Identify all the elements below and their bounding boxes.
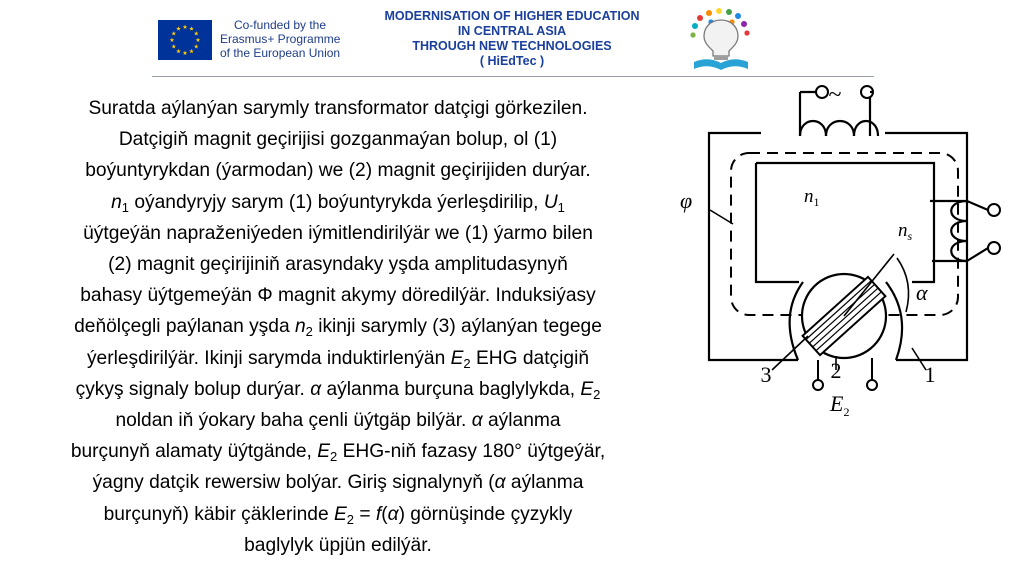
text-segment: 2 [346,511,355,527]
yoke-inner-left [756,163,799,282]
text-segment: 2 [305,324,313,340]
hiedtec-bulb [704,20,738,56]
text-segment: α [387,503,399,525]
yoke-outer-top-right [885,133,967,360]
e2-terminal-left [813,380,823,390]
text-line [14,499,662,530]
text-line [14,218,662,249]
hiedtec-logo-icon [686,8,756,72]
ns-terminal-top [988,204,1000,216]
project-title-line1: MODERNISATION OF HIGHER EDUCATION [384,9,640,23]
erasmus-logo [158,18,341,64]
slide-header [0,0,1024,82]
text-segment: burçunyň) käbir çäklerinde [103,503,334,525]
erasmus-caption-line3: of the European Union [220,46,341,60]
leader-3 [772,336,808,370]
text-segment: deňölçegli paýlanan yşda [74,316,295,338]
text-segment: E [580,378,594,400]
project-title-line2: IN CENTRAL ASIA [457,24,567,38]
erasmus-caption [220,18,340,60]
eu-flag-icon [158,20,212,60]
text-segment: 2 [463,355,471,371]
label-1: 1 [924,362,936,387]
project-title [352,9,672,69]
text-segment: E [450,347,464,369]
erasmus-caption-line2: Erasmus+ Programme [220,32,341,46]
text-segment: α [471,410,483,432]
label-tilde: ~ [828,82,842,108]
text-segment: U [543,191,558,213]
label-alpha: α [916,280,928,305]
text-segment: noldan iň ýokary baha çenli üýtgäp bilýär. [115,410,472,432]
text-segment: α [310,378,322,400]
text-segment: f [375,503,382,525]
ns-terminal-bottom [988,242,1000,254]
text-segment: boýuntyrykdan (ýarmodan) we (2) magnit geçirijiden durýar. [85,160,591,182]
text-segment: 1 [121,199,129,215]
text-line [14,311,662,342]
text-segment: ( [381,503,388,525]
text-segment: (2) magnit geçirijiniň arasyndaky yşda amplitudasynyň [108,254,568,276]
text-line [14,467,662,498]
project-title-line3: THROUGH NEW TECHNOLOGIES [412,39,612,53]
pole-left [790,282,803,360]
e2-terminal-right [867,380,877,390]
text-line [14,155,662,186]
transformer-sensor-description [14,93,662,561]
text-line [14,343,662,374]
text-segment: ýerleşdirilýär. Ikinji sarymda induktirlenýän [86,347,451,369]
text-segment: EHG datçigiň [470,347,590,369]
text-segment: n [294,316,306,338]
label-ns: $n_s$ [898,220,913,243]
rotating-transformer-sensor-diagram [668,78,1024,440]
text-segment: aýlanma [482,410,561,432]
text-segment: aýlanma [505,472,584,494]
text-segment: = [354,503,376,525]
text-segment: 2 [593,386,601,402]
text-segment: α [494,472,506,494]
text-segment: EHG-niň fazasy 180° üýtgeýär, [337,441,606,463]
hiedtec-book [694,59,748,70]
text-segment: burçunyň alamaty üýtgände, [70,441,318,463]
header-divider [152,76,874,77]
text-segment: oýandyryjy sarym (1) boýuntyrykda ýerleşdirilip, [129,191,544,213]
text-segment: bahasy üýtgemeýän Φ magnit akymy döredilýär. Induksiýasy [80,285,596,307]
text-line [14,93,662,124]
phi-leader [710,210,733,224]
label-e2: $E_2$ [830,391,850,419]
text-line [14,405,662,436]
label-n1: $n_1$ [804,186,820,209]
text-segment: aýlanma burçuna baglylykda, [321,378,581,400]
text-line [14,374,662,405]
text-line [14,280,662,311]
text-line [14,530,662,561]
primary-terminal-left [816,86,828,98]
label-3: 3 [760,362,772,387]
text-segment: 1 [557,199,565,215]
text-segment: ýagny datçik rewersiw bolýar. Giriş signalynyň ( [92,472,495,494]
text-segment: Suratda aýlanýan sarymly transformator datçigi görkezilen. [88,98,588,119]
text-segment: Datçigiň magnit geçirijisi gozganmaýan bolup, ol (1) [118,129,558,151]
text-segment: ikinji sarymly (3) aýlanýan tegege [312,316,602,338]
label-2: 2 [830,358,842,383]
text-line [14,436,662,467]
text-segment: ) görnüşinde çyzykly [398,503,573,525]
yoke-outer-outline [709,133,798,360]
project-title-line4: ( HiEdTec ) [479,54,545,68]
erasmus-caption-line1: Co-funded by the [233,18,327,32]
text-line [14,249,662,280]
text-segment: üýtgeýän napraženiýeden iýmitlendirilýär we (1) ýarmo bilen [83,222,593,244]
text-line [14,124,662,155]
text-segment: 2 [330,449,338,465]
pole-right [886,282,902,360]
text-segment: baglylyk üpjün edilýär. [244,534,432,556]
text-segment: çykyş signaly bolup durýar. [75,378,311,400]
label-phi: φ [680,188,693,213]
text-segment: n [111,191,122,213]
text-segment: E [333,503,347,525]
text-segment: E [317,441,331,463]
text-line [14,187,662,218]
